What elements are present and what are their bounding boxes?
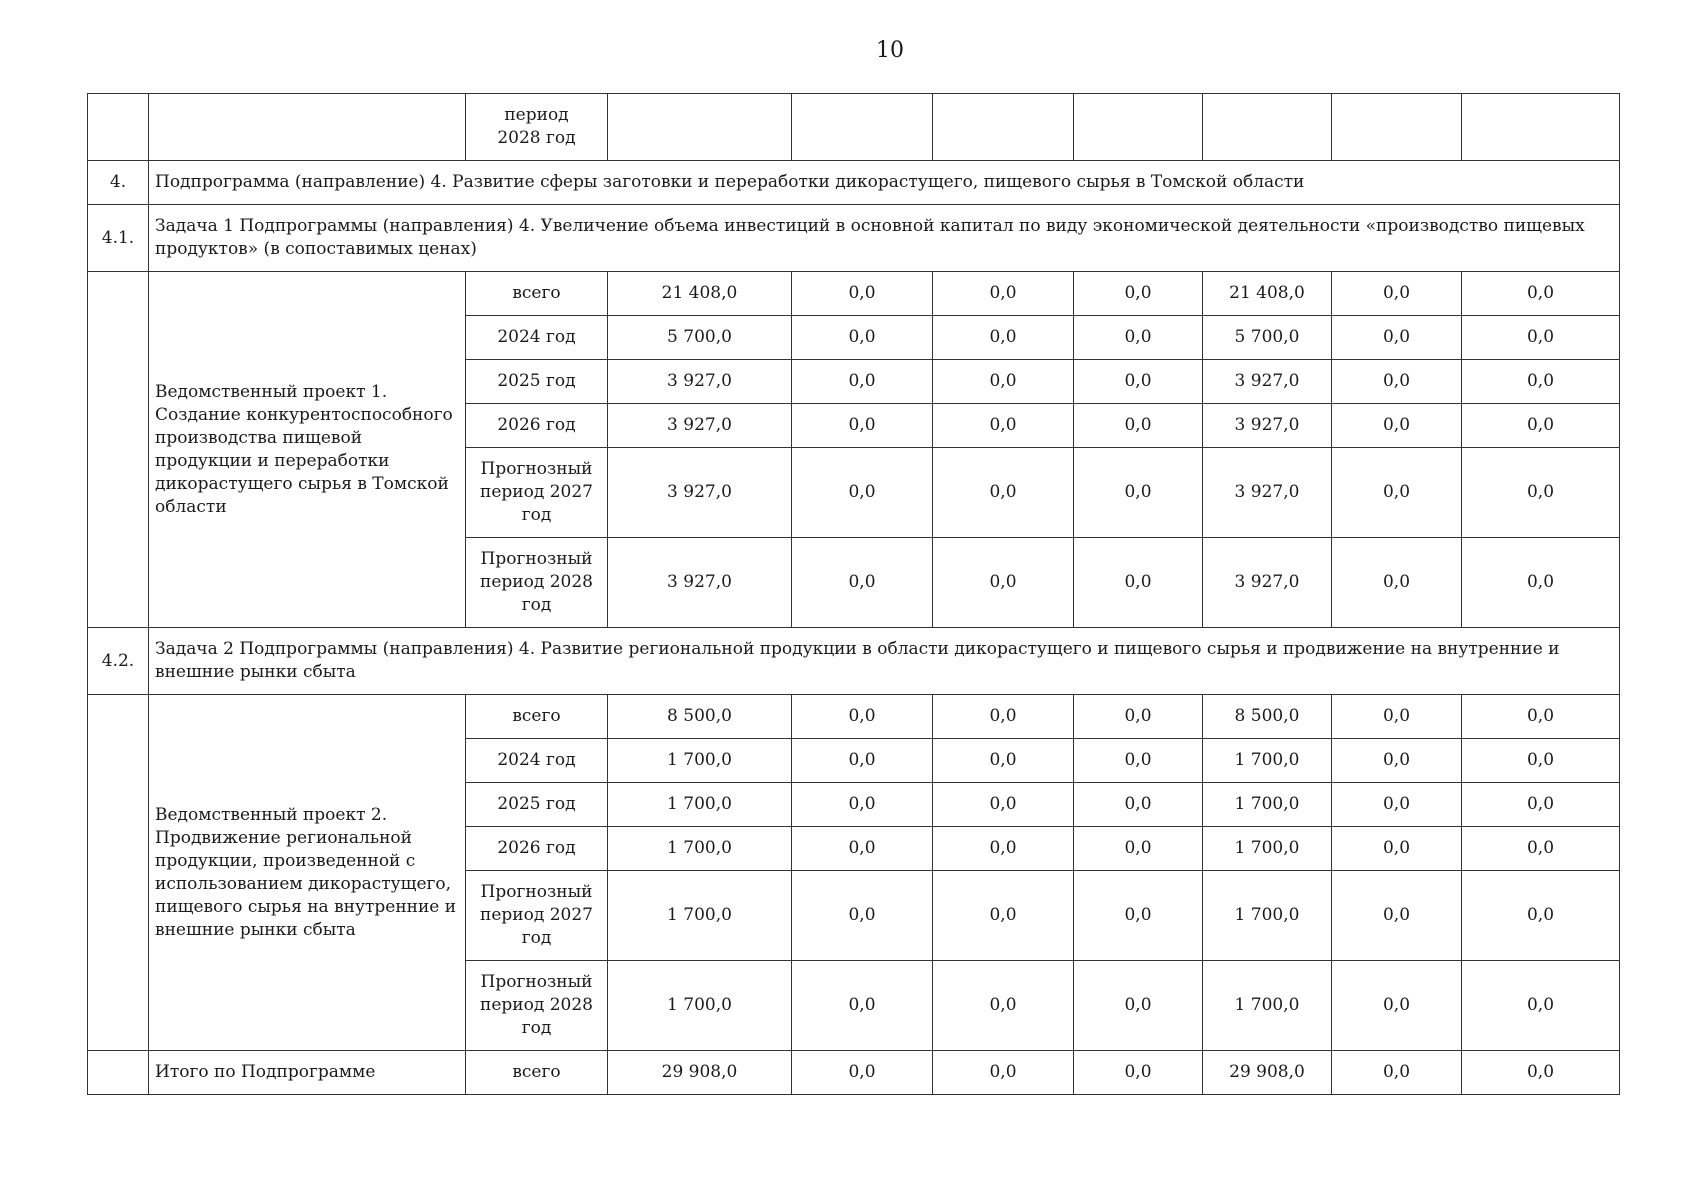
value-cell: 0,0	[792, 871, 933, 961]
value-cell: 0,0	[933, 827, 1074, 871]
value-cell: 0,0	[1074, 272, 1203, 316]
value-cell: 5 700,0	[608, 316, 792, 360]
value-cell: 1 700,0	[1203, 739, 1332, 783]
task-title: Задача 1 Подпрограммы (направления) 4. Увеличение объема инвестиций в основной капитал по виду экономической деятельности «производство пищевых продуктов» (в сопоставимых ценах)	[149, 205, 1620, 272]
value-cell: 0,0	[1332, 827, 1462, 871]
value-cell: 0,0	[792, 316, 933, 360]
name-cell	[149, 94, 466, 161]
value-cell: 21 408,0	[1203, 272, 1332, 316]
value-cell: 0,0	[1074, 739, 1203, 783]
value-cell: 1 700,0	[1203, 783, 1332, 827]
value-cell: 0,0	[1332, 871, 1462, 961]
table-row	[88, 272, 1620, 316]
task-title: Задача 2 Подпрограммы (направления) 4. Развитие региональной продукции в области дикорастущего и пищевого сырья и продвижение на внутренние и внешние рынки сбыта	[149, 628, 1620, 695]
value-cell: 0,0	[1462, 272, 1620, 316]
period-cell: Прогнозный период 2028 год	[466, 538, 608, 628]
section-index: 4.	[88, 161, 149, 205]
period-cell: 2024 год	[466, 739, 608, 783]
project-name: Ведомственный проект 1. Создание конкурентоспособного производства пищевой продукции и переработки дикорастущего сырья в Томской области	[149, 272, 466, 628]
value-cell: 0,0	[792, 783, 933, 827]
value-cell: 0,0	[933, 360, 1074, 404]
total-label: Итого по Подпрограмме	[149, 1051, 466, 1095]
period-cell: период 2028 год	[466, 94, 608, 161]
value-cell	[1462, 94, 1620, 161]
value-cell: 0,0	[1074, 695, 1203, 739]
value-cell: 0,0	[1332, 272, 1462, 316]
value-cell: 0,0	[1332, 783, 1462, 827]
value-cell: 0,0	[792, 538, 933, 628]
value-cell: 3 927,0	[608, 404, 792, 448]
value-cell: 0,0	[1462, 961, 1620, 1051]
total-row	[88, 1051, 1620, 1095]
value-cell: 0,0	[1462, 316, 1620, 360]
value-cell: 3 927,0	[608, 538, 792, 628]
value-cell: 0,0	[1074, 316, 1203, 360]
section-row	[88, 161, 1620, 205]
value-cell: 0,0	[933, 1051, 1074, 1095]
period-cell: всего	[466, 1051, 608, 1095]
value-cell: 0,0	[933, 316, 1074, 360]
value-cell: 8 500,0	[1203, 695, 1332, 739]
value-cell: 29 908,0	[1203, 1051, 1332, 1095]
index-cell	[88, 695, 149, 1051]
value-cell: 0,0	[1462, 1051, 1620, 1095]
value-cell: 0,0	[933, 448, 1074, 538]
period-cell: всего	[466, 272, 608, 316]
value-cell: 1 700,0	[1203, 961, 1332, 1051]
period-cell: Прогнозный период 2027 год	[466, 448, 608, 538]
value-cell: 21 408,0	[608, 272, 792, 316]
value-cell: 0,0	[1332, 739, 1462, 783]
period-cell: 2024 год	[466, 316, 608, 360]
value-cell: 0,0	[1074, 783, 1203, 827]
value-cell: 1 700,0	[608, 783, 792, 827]
value-cell: 0,0	[933, 739, 1074, 783]
period-cell: 2025 год	[466, 360, 608, 404]
value-cell: 3 927,0	[1203, 404, 1332, 448]
value-cell: 0,0	[933, 404, 1074, 448]
value-cell: 0,0	[792, 1051, 933, 1095]
value-cell: 0,0	[1074, 448, 1203, 538]
value-cell: 0,0	[1332, 961, 1462, 1051]
value-cell: 0,0	[1074, 827, 1203, 871]
table-row	[88, 695, 1620, 739]
value-cell: 0,0	[792, 404, 933, 448]
value-cell: 0,0	[1462, 538, 1620, 628]
period-cell: 2026 год	[466, 827, 608, 871]
index-cell	[88, 1051, 149, 1095]
value-cell: 0,0	[1332, 404, 1462, 448]
value-cell: 0,0	[1332, 360, 1462, 404]
value-cell: 3 927,0	[608, 448, 792, 538]
value-cell: 29 908,0	[608, 1051, 792, 1095]
task-index: 4.2.	[88, 628, 149, 695]
value-cell: 3 927,0	[1203, 448, 1332, 538]
value-cell: 0,0	[1074, 360, 1203, 404]
value-cell: 0,0	[1462, 695, 1620, 739]
value-cell: 1 700,0	[608, 739, 792, 783]
value-cell: 0,0	[792, 961, 933, 1051]
value-cell: 0,0	[1462, 404, 1620, 448]
value-cell: 0,0	[1332, 316, 1462, 360]
value-cell	[792, 94, 933, 161]
value-cell: 1 700,0	[1203, 827, 1332, 871]
value-cell: 0,0	[1462, 783, 1620, 827]
period-cell: всего	[466, 695, 608, 739]
task-row	[88, 628, 1620, 695]
value-cell: 1 700,0	[608, 827, 792, 871]
value-cell: 8 500,0	[608, 695, 792, 739]
value-cell: 3 927,0	[608, 360, 792, 404]
value-cell: 0,0	[1074, 1051, 1203, 1095]
value-cell: 0,0	[792, 360, 933, 404]
value-cell	[608, 94, 792, 161]
value-cell: 1 700,0	[608, 961, 792, 1051]
period-cell: Прогнозный период 2028 год	[466, 961, 608, 1051]
value-cell: 0,0	[792, 739, 933, 783]
value-cell: 0,0	[792, 827, 933, 871]
value-cell: 0,0	[792, 448, 933, 538]
value-cell	[1074, 94, 1203, 161]
value-cell: 0,0	[792, 695, 933, 739]
value-cell: 0,0	[1074, 538, 1203, 628]
value-cell: 0,0	[933, 783, 1074, 827]
value-cell: 0,0	[1462, 739, 1620, 783]
value-cell: 1 700,0	[608, 871, 792, 961]
value-cell: 0,0	[1332, 1051, 1462, 1095]
value-cell: 0,0	[1462, 827, 1620, 871]
value-cell: 3 927,0	[1203, 538, 1332, 628]
value-cell: 0,0	[1332, 538, 1462, 628]
period-cell: 2025 год	[466, 783, 608, 827]
index-cell	[88, 94, 149, 161]
index-cell	[88, 272, 149, 628]
value-cell: 0,0	[933, 272, 1074, 316]
page-number: 10	[876, 38, 904, 63]
value-cell: 0,0	[1462, 360, 1620, 404]
value-cell	[933, 94, 1074, 161]
value-cell: 0,0	[933, 961, 1074, 1051]
value-cell: 0,0	[1462, 448, 1620, 538]
value-cell	[1203, 94, 1332, 161]
section-title: Подпрограмма (направление) 4. Развитие сферы заготовки и переработки дикорастущего, пищевого сырья в Томской области	[149, 161, 1620, 205]
value-cell: 0,0	[1462, 871, 1620, 961]
value-cell	[1332, 94, 1462, 161]
value-cell: 0,0	[933, 538, 1074, 628]
budget-table	[87, 93, 1620, 1095]
value-cell: 0,0	[1332, 695, 1462, 739]
period-cell: 2026 год	[466, 404, 608, 448]
value-cell: 0,0	[792, 272, 933, 316]
value-cell: 0,0	[1074, 404, 1203, 448]
value-cell: 1 700,0	[1203, 871, 1332, 961]
project-name: Ведомственный проект 2. Продвижение региональной продукции, произведенной с использованием дикорастущего, пищевого сырья на внутренние и внешние рынки сбыта	[149, 695, 466, 1051]
value-cell: 0,0	[1332, 448, 1462, 538]
value-cell: 0,0	[933, 695, 1074, 739]
value-cell: 0,0	[933, 871, 1074, 961]
value-cell: 0,0	[1074, 961, 1203, 1051]
value-cell: 5 700,0	[1203, 316, 1332, 360]
task-index: 4.1.	[88, 205, 149, 272]
value-cell: 3 927,0	[1203, 360, 1332, 404]
table-row	[88, 94, 1620, 161]
task-row	[88, 205, 1620, 272]
period-cell: Прогнозный период 2027 год	[466, 871, 608, 961]
value-cell: 0,0	[1074, 871, 1203, 961]
